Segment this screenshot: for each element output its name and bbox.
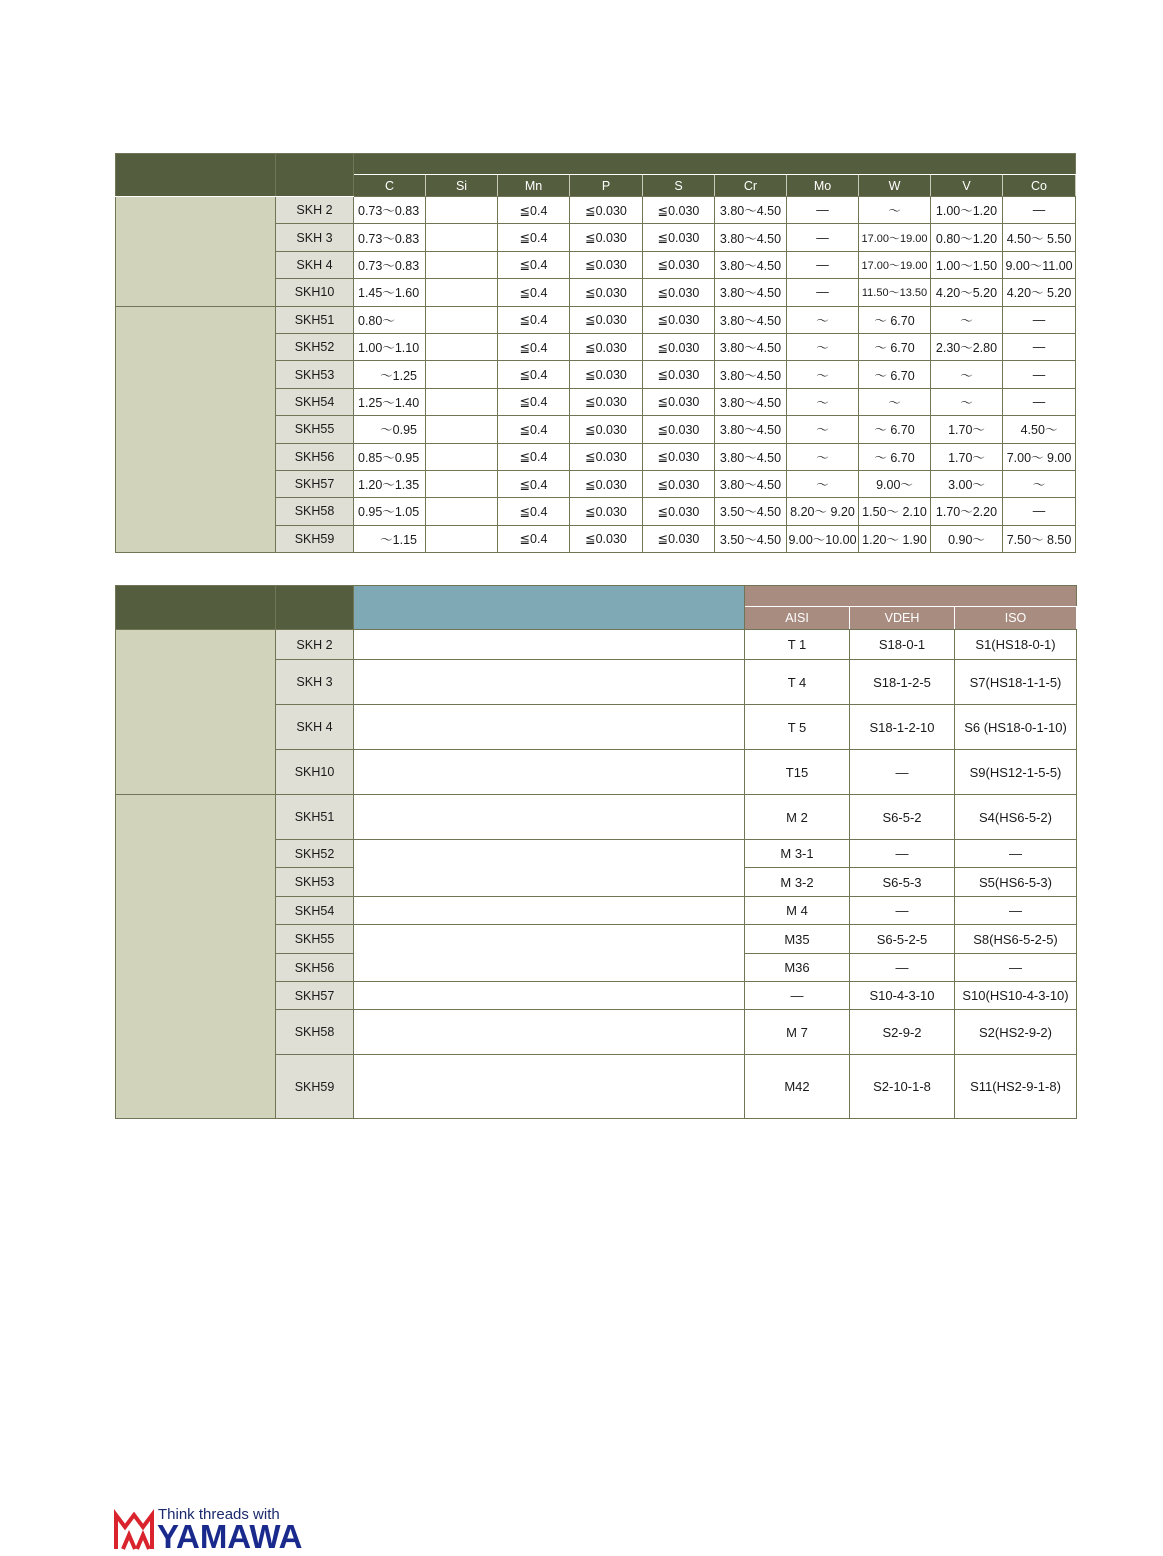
usage-cell — [354, 660, 745, 705]
usage-cell — [354, 1010, 745, 1055]
cell-vdeh: S18-1-2-5 — [850, 660, 955, 705]
cell-p: ≦0.030 — [570, 416, 643, 443]
cell-co: 9.00〜11.00 — [1003, 251, 1076, 278]
cell-c: 〜1.15 — [354, 525, 426, 552]
header-code-cell — [276, 586, 354, 630]
steel-code: SKH59 — [276, 525, 354, 552]
cell-c: 1.20〜1.35 — [354, 470, 426, 497]
cell-v: 0.90〜 — [931, 525, 1003, 552]
cell-mo: — — [787, 197, 859, 224]
cell-s: ≦0.030 — [643, 470, 715, 497]
cell-co: — — [1003, 333, 1076, 360]
steel-code: SKH52 — [276, 840, 354, 868]
cell-aisi: T 1 — [745, 630, 850, 660]
cell-mo: 〜 — [787, 416, 859, 443]
cell-vdeh: S18-0-1 — [850, 630, 955, 660]
cell-aisi: M35 — [745, 925, 850, 954]
cell-vdeh: — — [850, 840, 955, 868]
column-header: VDEH — [850, 607, 955, 630]
cell-iso: S7(HS18-1-1-5) — [955, 660, 1077, 705]
cell-v: 〜 — [931, 306, 1003, 333]
cell-mn: ≦0.4 — [498, 224, 570, 251]
cell-s: ≦0.030 — [643, 525, 715, 552]
group-molybdenum-cell — [116, 795, 276, 1119]
cell-aisi: M 3-1 — [745, 840, 850, 868]
cell-vdeh: S6-5-2-5 — [850, 925, 955, 954]
cell-si — [426, 361, 498, 388]
cell-cr: 3.80〜4.50 — [715, 416, 787, 443]
cell-aisi: T15 — [745, 750, 850, 795]
equivalents-table — [115, 585, 1077, 1119]
cell-aisi: T 4 — [745, 660, 850, 705]
cell-cr: 3.80〜4.50 — [715, 224, 787, 251]
column-header: Si — [426, 175, 498, 197]
steel-code: SKH10 — [276, 750, 354, 795]
steel-code: SKH57 — [276, 982, 354, 1010]
cell-mo: — — [787, 224, 859, 251]
column-header: V — [931, 175, 1003, 197]
column-header: S — [643, 175, 715, 197]
usage-cell — [354, 795, 745, 840]
cell-iso: S2(HS2-9-2) — [955, 1010, 1077, 1055]
cell-v: 1.00〜1.20 — [931, 197, 1003, 224]
usage-cell — [354, 925, 745, 982]
yamawa-logo — [113, 1507, 157, 1556]
cell-p: ≦0.030 — [570, 388, 643, 415]
cell-s: ≦0.030 — [643, 416, 715, 443]
steel-code: SKH 3 — [276, 660, 354, 705]
cell-aisi: T 5 — [745, 705, 850, 750]
cell-mo: — — [787, 251, 859, 278]
cell-c: 1.25〜1.40 — [354, 388, 426, 415]
composition-table — [115, 153, 1076, 553]
cell-c: 0.73〜0.83 — [354, 224, 426, 251]
cell-w: 1.20〜 1.90 — [859, 525, 931, 552]
cell-v: 3.00〜 — [931, 470, 1003, 497]
cell-co: 4.20〜 5.20 — [1003, 279, 1076, 306]
cell-aisi: M 2 — [745, 795, 850, 840]
steel-code: SKH 3 — [276, 224, 354, 251]
usage-cell — [354, 630, 745, 660]
cell-aisi: M42 — [745, 1055, 850, 1119]
cell-cr: 3.80〜4.50 — [715, 279, 787, 306]
steel-code: SKH 4 — [276, 251, 354, 278]
cell-v: 〜 — [931, 388, 1003, 415]
cell-c: 〜0.95 — [354, 416, 426, 443]
steel-code: SKH57 — [276, 470, 354, 497]
cell-p: ≦0.030 — [570, 279, 643, 306]
cell-si — [426, 443, 498, 470]
cell-p: ≦0.030 — [570, 361, 643, 388]
steel-code: SKH51 — [276, 306, 354, 333]
cell-mo: 〜 — [787, 306, 859, 333]
cell-c: 0.80〜 — [354, 306, 426, 333]
usage-cell — [354, 1055, 745, 1119]
cell-iso: S8(HS6-5-2-5) — [955, 925, 1077, 954]
header-foreign-cell — [745, 586, 1077, 607]
steel-code: SKH54 — [276, 388, 354, 415]
cell-cr: 3.80〜4.50 — [715, 388, 787, 415]
cell-s: ≦0.030 — [643, 498, 715, 525]
cell-w: 〜 6.70 — [859, 306, 931, 333]
cell-v: 1.70〜2.20 — [931, 498, 1003, 525]
cell-co: — — [1003, 388, 1076, 415]
cell-si — [426, 251, 498, 278]
cell-co: 〜 — [1003, 470, 1076, 497]
cell-w: 〜 6.70 — [859, 333, 931, 360]
cell-c: 1.45〜1.60 — [354, 279, 426, 306]
cell-p: ≦0.030 — [570, 498, 643, 525]
cell-cr: 3.80〜4.50 — [715, 361, 787, 388]
cell-iso: S1(HS18-0-1) — [955, 630, 1077, 660]
cell-co: 7.50〜 8.50 — [1003, 525, 1076, 552]
cell-mn: ≦0.4 — [498, 388, 570, 415]
usage-cell — [354, 750, 745, 795]
cell-s: ≦0.030 — [643, 443, 715, 470]
column-header: Mn — [498, 175, 570, 197]
usage-cell — [354, 982, 745, 1010]
cell-v: 4.20〜5.20 — [931, 279, 1003, 306]
cell-co: 7.00〜 9.00 — [1003, 443, 1076, 470]
cell-mn: ≦0.4 — [498, 306, 570, 333]
cell-c: 0.95〜1.05 — [354, 498, 426, 525]
cell-si — [426, 197, 498, 224]
cell-c: 〜1.25 — [354, 361, 426, 388]
cell-v: 1.00〜1.50 — [931, 251, 1003, 278]
cell-s: ≦0.030 — [643, 388, 715, 415]
cell-iso: S11(HS2-9-1-8) — [955, 1055, 1077, 1119]
cell-cr: 3.80〜4.50 — [715, 251, 787, 278]
cell-co: — — [1003, 361, 1076, 388]
cell-mo: 〜 — [787, 470, 859, 497]
cell-w: 〜 6.70 — [859, 443, 931, 470]
usage-cell — [354, 897, 745, 925]
cell-w: 17.00〜19.00 — [859, 251, 931, 278]
cell-mn: ≦0.4 — [498, 470, 570, 497]
cell-w: 9.00〜 — [859, 470, 931, 497]
cell-mn: ≦0.4 — [498, 251, 570, 278]
steel-code: SKH53 — [276, 361, 354, 388]
cell-mo: 〜 — [787, 443, 859, 470]
cell-p: ≦0.030 — [570, 224, 643, 251]
cell-mn: ≦0.4 — [498, 443, 570, 470]
cell-w: 1.50〜 2.10 — [859, 498, 931, 525]
cell-vdeh: S6-5-3 — [850, 868, 955, 897]
cell-vdeh: — — [850, 897, 955, 925]
column-header: AISI — [745, 607, 850, 630]
cell-w: 〜 6.70 — [859, 416, 931, 443]
cell-mo: 〜 — [787, 388, 859, 415]
table-row — [116, 197, 1076, 224]
cell-c: 0.85〜0.95 — [354, 443, 426, 470]
cell-aisi: M 7 — [745, 1010, 850, 1055]
cell-s: ≦0.030 — [643, 333, 715, 360]
cell-v: 0.80〜1.20 — [931, 224, 1003, 251]
cell-co: — — [1003, 498, 1076, 525]
usage-cell — [354, 705, 745, 750]
header-code-cell — [276, 154, 354, 197]
usage-cell — [354, 840, 745, 897]
cell-v: 1.70〜 — [931, 443, 1003, 470]
cell-mn: ≦0.4 — [498, 279, 570, 306]
cell-w: 〜 — [859, 197, 931, 224]
cell-si — [426, 416, 498, 443]
cell-vdeh: S6-5-2 — [850, 795, 955, 840]
header-category-cell — [116, 586, 276, 630]
cell-cr: 3.80〜4.50 — [715, 197, 787, 224]
column-header: W — [859, 175, 931, 197]
table-row — [116, 630, 1077, 660]
logo-brand: YAMAWA — [157, 1518, 303, 1555]
cell-si — [426, 388, 498, 415]
cell-iso: S6 (HS18-0-1-10) — [955, 705, 1077, 750]
steel-code: SKH 4 — [276, 705, 354, 750]
cell-si — [426, 333, 498, 360]
cell-cr: 3.80〜4.50 — [715, 333, 787, 360]
steel-code: SKH54 — [276, 897, 354, 925]
cell-iso: S5(HS6-5-3) — [955, 868, 1077, 897]
cell-co: 4.50〜 5.50 — [1003, 224, 1076, 251]
cell-si — [426, 224, 498, 251]
cell-si — [426, 306, 498, 333]
cell-c: 0.73〜0.83 — [354, 197, 426, 224]
cell-cr: 3.50〜4.50 — [715, 525, 787, 552]
cell-iso: — — [955, 897, 1077, 925]
steel-code: SKH10 — [276, 279, 354, 306]
cell-s: ≦0.030 — [643, 197, 715, 224]
cell-cr: 3.80〜4.50 — [715, 443, 787, 470]
yamawa-mark-icon — [113, 1507, 157, 1551]
cell-mo: 9.00〜10.00 — [787, 525, 859, 552]
steel-code: SKH56 — [276, 443, 354, 470]
cell-cr: 3.80〜4.50 — [715, 306, 787, 333]
cell-w: 〜 6.70 — [859, 361, 931, 388]
cell-aisi: — — [745, 982, 850, 1010]
cell-vdeh: S2-9-2 — [850, 1010, 955, 1055]
cell-mn: ≦0.4 — [498, 333, 570, 360]
steel-code: SKH51 — [276, 795, 354, 840]
cell-si — [426, 470, 498, 497]
steel-code: SKH58 — [276, 1010, 354, 1055]
cell-mn: ≦0.4 — [498, 361, 570, 388]
cell-iso: S9(HS12-1-5-5) — [955, 750, 1077, 795]
column-header: ISO — [955, 607, 1077, 630]
cell-mo: — — [787, 279, 859, 306]
cell-v: 〜 — [931, 361, 1003, 388]
cell-vdeh: S10-4-3-10 — [850, 982, 955, 1010]
cell-s: ≦0.030 — [643, 224, 715, 251]
cell-c: 1.00〜1.10 — [354, 333, 426, 360]
cell-si — [426, 498, 498, 525]
cell-vdeh: — — [850, 750, 955, 795]
cell-iso: — — [955, 954, 1077, 982]
cell-p: ≦0.030 — [570, 525, 643, 552]
cell-s: ≦0.030 — [643, 306, 715, 333]
header-composition-cell — [354, 154, 1076, 175]
cell-p: ≦0.030 — [570, 251, 643, 278]
cell-iso: S4(HS6-5-2) — [955, 795, 1077, 840]
cell-mo: 8.20〜 9.20 — [787, 498, 859, 525]
cell-v: 1.70〜 — [931, 416, 1003, 443]
cell-aisi: M 4 — [745, 897, 850, 925]
cell-p: ≦0.030 — [570, 470, 643, 497]
cell-w: 17.00〜19.00 — [859, 224, 931, 251]
column-header: C — [354, 175, 426, 197]
header-category-cell — [116, 154, 276, 197]
cell-vdeh: — — [850, 954, 955, 982]
table-row — [116, 306, 1076, 333]
steel-code: SKH59 — [276, 1055, 354, 1119]
cell-s: ≦0.030 — [643, 251, 715, 278]
cell-w: 〜 — [859, 388, 931, 415]
cell-mn: ≦0.4 — [498, 525, 570, 552]
steel-code: SKH52 — [276, 333, 354, 360]
column-header: P — [570, 175, 643, 197]
cell-p: ≦0.030 — [570, 333, 643, 360]
cell-mn: ≦0.4 — [498, 416, 570, 443]
cell-mn: ≦0.4 — [498, 498, 570, 525]
cell-vdeh: S2-10-1-8 — [850, 1055, 955, 1119]
cell-cr: 3.50〜4.50 — [715, 498, 787, 525]
steel-code: SKH55 — [276, 925, 354, 954]
steel-code: SKH56 — [276, 954, 354, 982]
group-molybdenum-cell — [116, 306, 276, 553]
cell-aisi: M 3-2 — [745, 868, 850, 897]
cell-w: 11.50〜13.50 — [859, 279, 931, 306]
cell-p: ≦0.030 — [570, 443, 643, 470]
header-usage-cell — [354, 586, 745, 630]
cell-s: ≦0.030 — [643, 361, 715, 388]
steel-code: SKH 2 — [276, 630, 354, 660]
group-tungsten-cell — [116, 630, 276, 795]
column-header: Cr — [715, 175, 787, 197]
cell-co: 4.50〜 — [1003, 416, 1076, 443]
group-tungsten-cell — [116, 197, 276, 307]
cell-p: ≦0.030 — [570, 197, 643, 224]
cell-p: ≦0.030 — [570, 306, 643, 333]
cell-co: — — [1003, 306, 1076, 333]
steel-code: SKH55 — [276, 416, 354, 443]
cell-iso: — — [955, 840, 1077, 868]
cell-aisi: M36 — [745, 954, 850, 982]
cell-cr: 3.80〜4.50 — [715, 470, 787, 497]
cell-s: ≦0.030 — [643, 279, 715, 306]
column-header: Mo — [787, 175, 859, 197]
cell-v: 2.30〜2.80 — [931, 333, 1003, 360]
cell-vdeh: S18-1-2-10 — [850, 705, 955, 750]
cell-mo: 〜 — [787, 333, 859, 360]
steel-code: SKH 2 — [276, 197, 354, 224]
cell-co: — — [1003, 197, 1076, 224]
cell-si — [426, 279, 498, 306]
table-row — [116, 795, 1077, 840]
cell-iso: S10(HS10-4-3-10) — [955, 982, 1077, 1010]
steel-code: SKH58 — [276, 498, 354, 525]
cell-c: 0.73〜0.83 — [354, 251, 426, 278]
cell-mn: ≦0.4 — [498, 197, 570, 224]
logo-tagline: Think threads with — [158, 1506, 280, 1523]
column-header: Co — [1003, 175, 1076, 197]
cell-si — [426, 525, 498, 552]
steel-code: SKH53 — [276, 868, 354, 897]
cell-mo: 〜 — [787, 361, 859, 388]
